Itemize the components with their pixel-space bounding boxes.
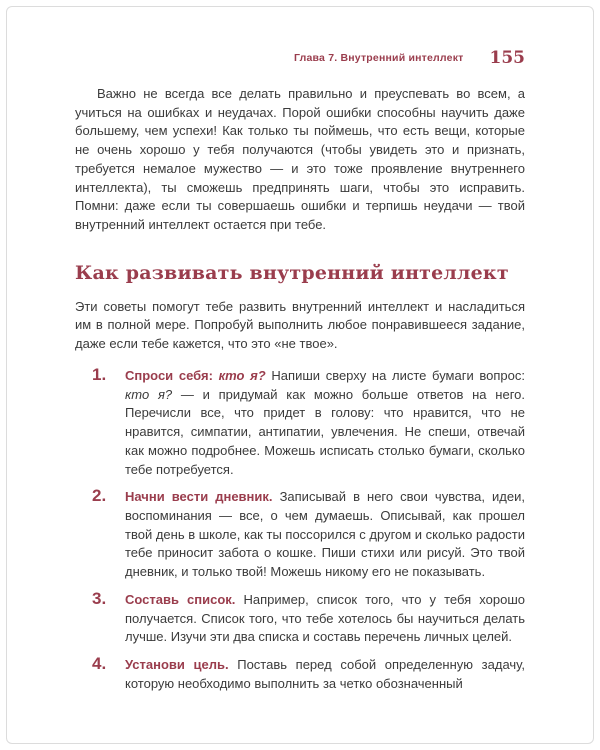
- list-item-text: — и придумай как можно больше ответов на него. Перечисли все, что придет в голову: что нравится, что не нравится, симпатии, антипатии, увлечения. Не спеши, отвечай как можно подробнее. Можешь исписать столько бумаги, сколько тебе потребуется.: [125, 386, 525, 477]
- list-item-text: Например, список того, что у тебя хорошо получается. Список того, что тебе хотелось бы научиться делать лучше. Изучи эти два списка и составь перечень личных целей.: [125, 591, 525, 645]
- book-page: [75, 0, 525, 702]
- list-item-text: Поставь перед собой определенную задачу, которую необходимо выполнить за четко обозначенный: [125, 656, 525, 691]
- list-item-number: 1.: [92, 364, 107, 384]
- page-number: 155: [489, 48, 525, 68]
- page-header: [75, 48, 525, 68]
- list-item-title: Начни вести дневник.: [125, 489, 273, 505]
- list-item-body: [125, 488, 525, 582]
- list-item-title: Установи цель.: [125, 656, 229, 672]
- list-item-number: 4.: [92, 653, 107, 673]
- list-item: [75, 588, 525, 647]
- list-item: [75, 653, 525, 693]
- list-item-text: Напиши сверху на листе бумаги вопрос:: [271, 367, 525, 383]
- list-item-body: [125, 367, 525, 479]
- intro-paragraph: Важно не всегда все делать правильно и преуспевать во всем, а учиться на ошибках и неудачах. Порой ошибки способны научить даже большему, чем успехи! Как только ты поймешь, что есть вещи, которые не очень хорошо у тебя получаются (чтобы увидеть это и признать, требуется немалое мужество — и это тоже проявление внутреннего интеллекта), ты сможешь предпринять шаги, чтобы это исправить. Помни: даже если ты совершаешь ошибки и терпишь неудачи — твой внутренний интеллект остается при тебе.: [75, 86, 525, 233]
- section-heading: Как развивать внутренний интеллект: [75, 261, 509, 284]
- chapter-header: Глава 7. Внутренний интеллект: [293, 52, 464, 64]
- list-item-text-italic: кто я?: [125, 386, 173, 402]
- list-item-title: Составь список.: [125, 591, 236, 607]
- list-item-number: 3.: [92, 588, 107, 608]
- section-intro-paragraph: Эти советы помогут тебе развить внутренний интеллект и насладиться им в полной мере. Попробуй выполнить любое понравившееся задание, даже если тебе кажется, что это «не твое».: [75, 298, 525, 352]
- list-item-body: [125, 591, 525, 647]
- list-item-number: 2.: [92, 486, 107, 506]
- list-item: [75, 364, 525, 479]
- list-item-text: Записывай в него свои чувства, идеи, воспоминания — все, о чем думаешь. Описывай, как прошел твой день в школе, как ты поссорился с другом и сколько радости тебе приносит забота о кошке. Пиши стихи или рисуй. Это твой дневник, и только твой! Можешь никому его не показывать.: [125, 489, 525, 580]
- tips-list: [75, 364, 525, 694]
- list-item: [75, 488, 525, 582]
- list-item-title: Спроси себя:: [125, 367, 219, 383]
- list-item-body: [125, 656, 525, 693]
- list-item-title-italic: кто я?: [218, 367, 266, 383]
